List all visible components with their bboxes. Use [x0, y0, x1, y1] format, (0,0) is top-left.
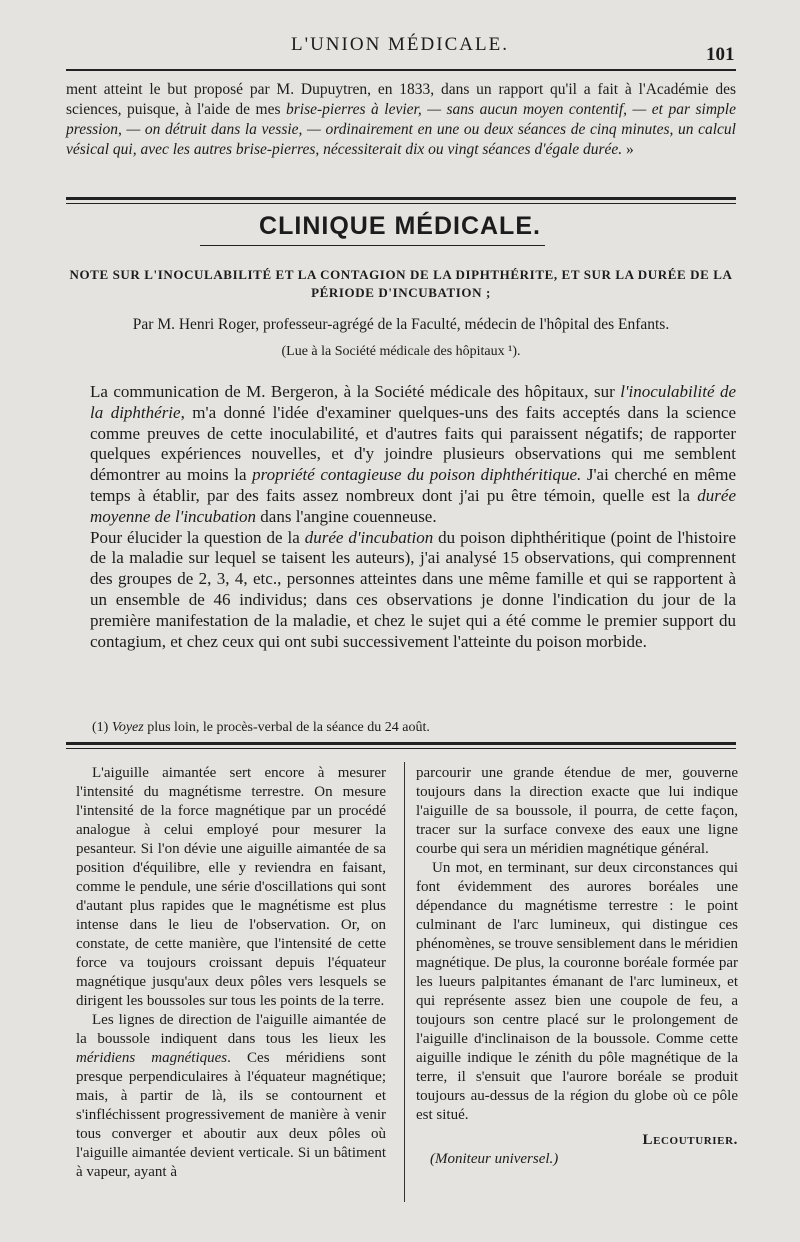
- feuilleton-rule-thick: [66, 742, 736, 745]
- section-rule-thick: [66, 197, 736, 200]
- footnote-text: plus loin, le procès-verbal de la séance du 24 août.: [143, 720, 430, 735]
- left-paragraph-2: [76, 1011, 386, 1182]
- left-paragraph-1: L'aiguille aimantée sert encore à mesurer l'intensité du magnétisme terrestre. On mesure l'intensité de la force magnétique par un procédé analogue à celui employé pour mesurer la pesanteur. Si l'on dévie une aiguille aimantée de sa position d'équilibre, elle y reviendra en faisant, comme le pendule, une série d'oscillations qui sont d'autant plus rapides que le magnétisme est plus intense dans le lieu de l'observation. Or, on constate, de cette manière, que l'intensité de cette force va toujours croissant depuis l'équateur magnétique jusqu'aux deux pôles vers lesquels se dirigent les boussoles sur tous les points de la terre.: [76, 765, 386, 1009]
- p2-text-a: Pour élucider la question de la: [90, 527, 305, 547]
- intro-text-start: ment atteint le but proposé par M. Dupuytren, en 1833, dans un rapport qu'il a fait à l'Académie des sciences, puisque, à l'aide de mes: [66, 81, 736, 118]
- left-p2-text-a: Les lignes de direction de l'aiguille aimantée de la boussole indiquent dans tous les lieux les: [76, 1012, 386, 1047]
- section-heading: CLINIQUE MÉDICALE.: [259, 212, 541, 240]
- article-paragraph-2: [90, 528, 736, 653]
- right-paragraph-1: parcourir une grande étendue de mer, gouverne toujours dans la direction exacte que lui indique l'aiguille de sa boussole, il pourra, de cette façon, tracer sur la surface convexe des eaux une ligne courbe qui sera un méridien magnétique général.: [416, 765, 738, 857]
- left-p2-italic: méridiens magnétiques: [76, 1050, 228, 1066]
- intro-paragraph: [66, 80, 736, 160]
- p2-italic-1: durée d'incubation: [304, 527, 434, 547]
- byline: Par M. Henri Roger, professeur-agrégé de la Faculté, médecin de l'hôpital des Enfants.: [132, 316, 670, 333]
- p1-text-b: , m'a donné l'idée d'examiner quelques-uns des faits acceptés dans la science comme preuves de cette inoculabilité, et d'autres faits qui paraissent négatifs; de rapporter quelques expériences nouvelles, et d'y joindre plusieurs observations qui me semblent démontrer au moins la: [90, 402, 736, 485]
- page-number: 101: [706, 44, 735, 65]
- intro-text-end: »: [622, 141, 634, 158]
- p1-italic-1: l'inoculabilité de la diphthérie: [90, 382, 736, 422]
- right-paragraph-2: Un mot, en terminant, sur deux circonstances qui font évidemment des aurores boréales une dépendance du magnétisme terrestre : le point culminant de l'arc lumineux, qui distingue ces phénomènes, se trouve sensiblement dans le méridien magnétique. De plus, la couronne boréale formée par les lueurs palpitantes émanant de l'arc lumineux, et qui représente assez bien une coupole de feu, a toujours son centre placé sur le prolongement de l'aiguille d'inclinaison de la boussole. Comme cette aiguille indique le zénith du pôle magnétique de la terre, il s'ensuit que l'aurore boréale se produit toujours au-dessus de la région du globe où ce pôle est situé.: [416, 860, 738, 1123]
- running-title: L'UNION MÉDICALE.: [291, 34, 509, 55]
- header-rule: [66, 69, 736, 71]
- p1-text-c: J'ai cherché en même temps à établir, par des faits assez nombreux dont j'ai pu être témoin, quelle est la: [90, 465, 736, 505]
- read-note: (Lue à la Société médicale des hôpitaux ¹).: [281, 344, 521, 359]
- note-title: NOTE SUR L'INOCULABILITÉ ET LA CONTAGION DE LA DIPHTHÉRITE, ET SUR LA DURÉE DE LA PÉRIODE D'INCUBATION ;: [69, 267, 733, 300]
- left-column: [76, 764, 386, 1182]
- source-credit: (Moniteur universel.): [430, 1151, 559, 1167]
- signature: Lecouturier.: [642, 1132, 738, 1148]
- p2-text-b: du poison diphthéritique (point de l'histoire de la maladie sur lequel se taisent les auteurs), j'ai analysé 15 observations, qui comprennent des groupes de 2, 3, 4, etc., personnes atteintes dans une même famille et qui se rapportent à un ensemble de 46 individus; dans ces observations je donne l'indication du jour de la première manifestation de la maladie, et chez le sujet qui a été comme le premier support du contagium, et chez ceux qui ont subi successivement l'atteinte du poison morbide.: [90, 527, 736, 651]
- section-rule-thin: [66, 203, 736, 204]
- footnote-marker: (1): [92, 720, 112, 735]
- intro-italic: brise-pierres à levier, — sans aucun moyen contentif, — et par simple pression, — on détruit dans la vessie, — ordinairement en une ou deux séances de cinq minutes, un calcul vésical qui, avec les autres brise-pierres, nécessiterait dix ou vingt séances d'égale durée.: [66, 101, 736, 158]
- column-divider: [404, 762, 405, 1202]
- article-paragraph-1: [90, 382, 736, 528]
- feuilleton-rule-thin: [66, 748, 736, 749]
- footnote-italic: Voyez: [111, 720, 144, 735]
- p1-text-a: La communication de M. Bergeron, à la Société médicale des hôpitaux, sur: [90, 382, 621, 401]
- right-column: [416, 764, 738, 1169]
- p1-italic-2: propriété contagieuse du poison diphthéritique.: [252, 465, 582, 485]
- p1-italic-3: durée moyenne de l'incubation: [90, 485, 736, 526]
- footnote: [92, 720, 736, 736]
- left-p2-text-b: . Ces méridiens sont presque perpendiculaires à l'équateur magnétique; mais, à partir de là, ils se contournent et s'infléchissent progressivement de manière à venir tous converger et aboutir aux deux pôles où l'aiguille aimantée devient verticale. Si un bâtiment à vapeur, ayant à: [76, 1050, 387, 1180]
- article-body: [90, 382, 736, 652]
- p1-text-d: dans l'angine couenneuse.: [256, 506, 437, 526]
- heading-underline: [200, 245, 545, 246]
